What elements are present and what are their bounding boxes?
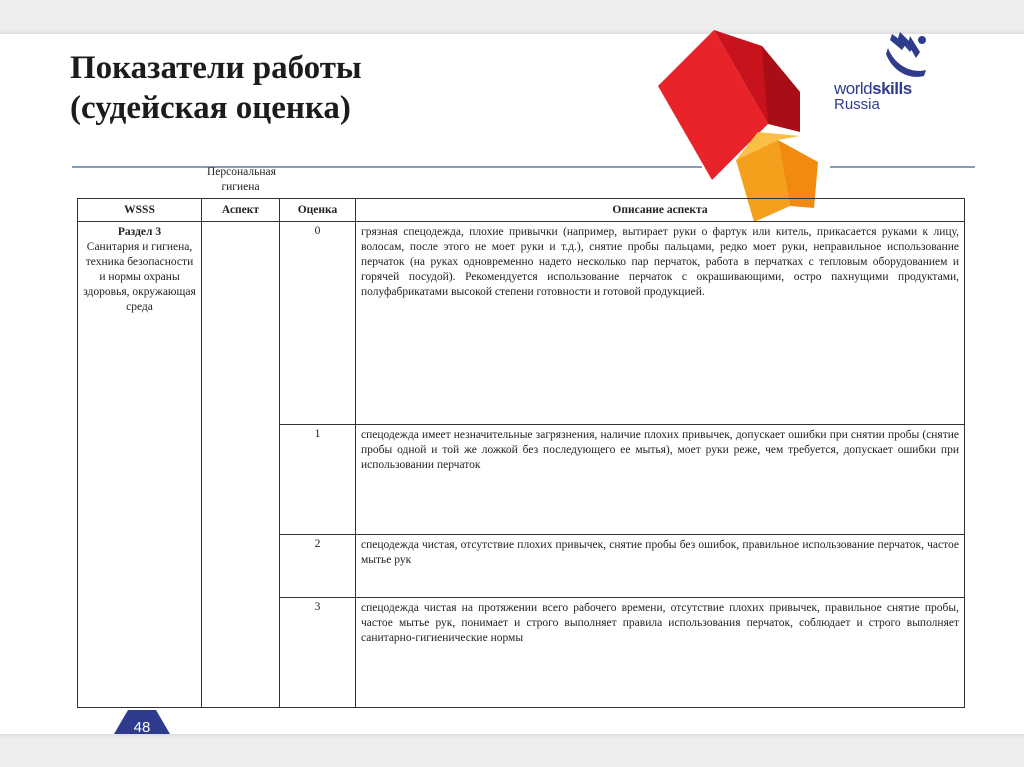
- description-cell: спецодежда имеет незначительные загрязнения, наличие плохих привычек, допускает ошибки при снятии пробы (снятие пробы одной и той же ложкой без последующего ее мытья), моет руки реже, чем требуется, допускает ошибки при использовании перчаток: [356, 424, 965, 534]
- page-number-badge: [108, 708, 178, 734]
- worldskills-logo: [834, 30, 944, 120]
- worldskills-emblem-icon: [884, 30, 932, 82]
- slide-title: [70, 48, 362, 128]
- title-line-1: Показатели работы: [70, 50, 362, 86]
- title-underline-left: [72, 166, 702, 168]
- logo-skills: skills: [872, 79, 912, 98]
- header-aspect: Аспект: [202, 199, 280, 222]
- criteria-table: [77, 166, 965, 708]
- description-cell: спецодежда чистая, отсутствие плохих привычек, снятие пробы без ошибок, правильное использование перчаток, частое мытье рук: [356, 534, 965, 598]
- score-cell: 1: [280, 424, 356, 534]
- score-cell: 2: [280, 534, 356, 598]
- section-title: Раздел 3: [117, 226, 162, 238]
- red-cube-side: [762, 46, 800, 132]
- header-description: Описание аспекта: [356, 199, 965, 222]
- header-wsss: WSSS: [78, 199, 202, 222]
- logo-world: world: [834, 79, 873, 98]
- aspect-text: Персональная гигиена: [207, 166, 276, 193]
- description-cell: спецодежда чистая на протяжении всего рабочего времени, отсутствие плохих привычек, правильное снятие пробы, частое мытье рук, понимает и строго выполняет правила использования перчаток, соблюдает и строго выполняет санитарно-гигиенические нормы: [356, 598, 965, 708]
- header-score: Оценка: [280, 199, 356, 222]
- table-row: [78, 222, 965, 425]
- logo-wordmark: [834, 81, 912, 113]
- section-text: Санитария и гигиена, техника безопасности и нормы охраны здоровья, окружающая среда: [83, 241, 196, 313]
- section-cell: [78, 222, 202, 708]
- title-underline-right: [830, 166, 975, 168]
- logo-russia: Russia: [834, 96, 880, 113]
- title-line-2: (судейская оценка): [70, 90, 351, 126]
- description-cell: грязная спецодежда, плохие привычки (например, вытирает руки о фартук или китель, прикасается руками к лицу, волосам, после этого не моет руки и т.д.), снятие пробы пальцами, редко моет руки, неправильное использование перчаток (на руках одновременно надето несколько пар перчаток, работа в перчатках с тепловым оборудованием и горячей посудой). Рекомендуется использование перчаток с окрашивающими, остро пахнущими продуктами, полуфабрикатами высокой степени готовности и готовой продукцией.: [356, 222, 965, 425]
- score-cell: 3: [280, 598, 356, 708]
- table-header-row: [78, 199, 965, 222]
- score-cell: 0: [280, 222, 356, 425]
- page-number: 48: [133, 719, 151, 734]
